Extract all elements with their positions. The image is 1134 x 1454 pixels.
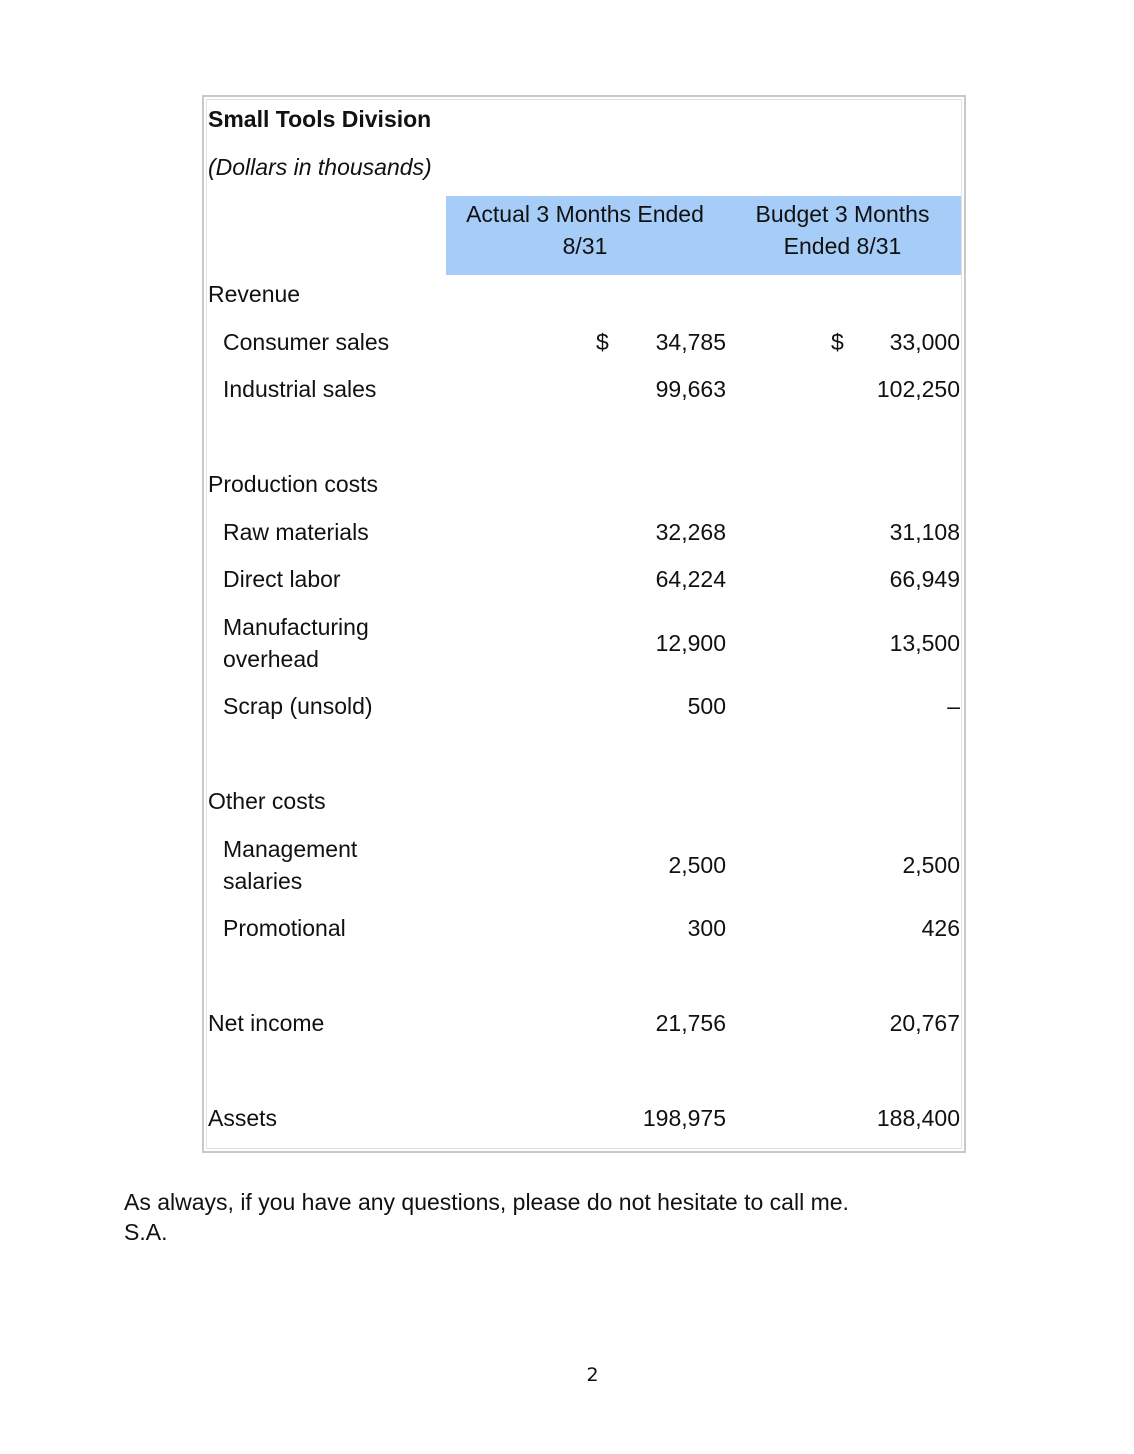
value-management-salaries-actual: 2,500	[668, 852, 726, 878]
report-subtitle: (Dollars in thousands)	[208, 154, 432, 180]
row-label-industrial-sales: Industrial sales	[223, 376, 377, 402]
value-manufacturing-overhead-actual: 12,900	[655, 630, 726, 656]
signature-initials: S.A.	[124, 1219, 168, 1245]
value-consumer-sales-budget: 33,000	[889, 329, 960, 355]
row-label-scrap: Scrap (unsold)	[223, 693, 373, 719]
row-label-manufacturing-overhead: Manufacturing overhead	[223, 614, 369, 672]
closing-paragraph	[124, 1187, 849, 1247]
row-label-promotional: Promotional	[223, 915, 346, 941]
column-header-actual-line1: Actual 3 Months Ended	[466, 201, 704, 227]
row-label-management-salaries: Management salaries	[223, 836, 358, 894]
value-scrap-actual: 500	[687, 693, 726, 719]
row-label-consumer-sales: Consumer sales	[223, 329, 390, 355]
value-direct-labor-budget: 66,949	[889, 566, 960, 592]
currency-symbol-actual: $	[596, 329, 609, 355]
value-consumer-sales-actual: 34,785	[655, 329, 726, 355]
closing-line: As always, if you have any questions, please do not hesitate to call me.	[124, 1189, 849, 1215]
column-header-actual	[446, 196, 724, 275]
value-direct-labor-actual: 64,224	[655, 566, 726, 592]
row-label-net-income: Net income	[208, 1010, 325, 1036]
column-header-budget	[724, 196, 961, 275]
value-scrap-budget: –	[947, 693, 960, 719]
value-raw-materials-actual: 32,268	[655, 519, 726, 545]
page-number: 2	[586, 1364, 599, 1386]
column-header-actual-line2: 8/31	[562, 233, 608, 259]
column-header-budget-line1: Budget 3 Months	[755, 201, 930, 227]
row-label-raw-materials: Raw materials	[223, 519, 369, 545]
row-label-direct-labor: Direct labor	[223, 566, 341, 592]
value-management-salaries-budget: 2,500	[902, 852, 960, 878]
value-assets-actual: 198,975	[642, 1105, 726, 1131]
value-promotional-actual: 300	[687, 915, 726, 941]
section-heading-production-costs: Production costs	[208, 471, 379, 497]
value-net-income-actual: 21,756	[655, 1010, 726, 1036]
value-industrial-sales-actual: 99,663	[655, 376, 726, 402]
value-assets-budget: 188,400	[876, 1105, 960, 1131]
value-industrial-sales-budget: 102,250	[876, 376, 960, 402]
row-label-assets: Assets	[208, 1105, 278, 1131]
value-promotional-budget: 426	[921, 915, 960, 941]
section-heading-other-costs: Other costs	[208, 788, 326, 814]
section-heading-revenue: Revenue	[208, 281, 301, 307]
report-title: Small Tools Division	[208, 106, 432, 132]
value-manufacturing-overhead-budget: 13,500	[889, 630, 960, 656]
currency-symbol-budget: $	[831, 329, 844, 355]
value-net-income-budget: 20,767	[889, 1010, 960, 1036]
value-raw-materials-budget: 31,108	[889, 519, 960, 545]
column-header-budget-line2: Ended 8/31	[783, 233, 902, 259]
